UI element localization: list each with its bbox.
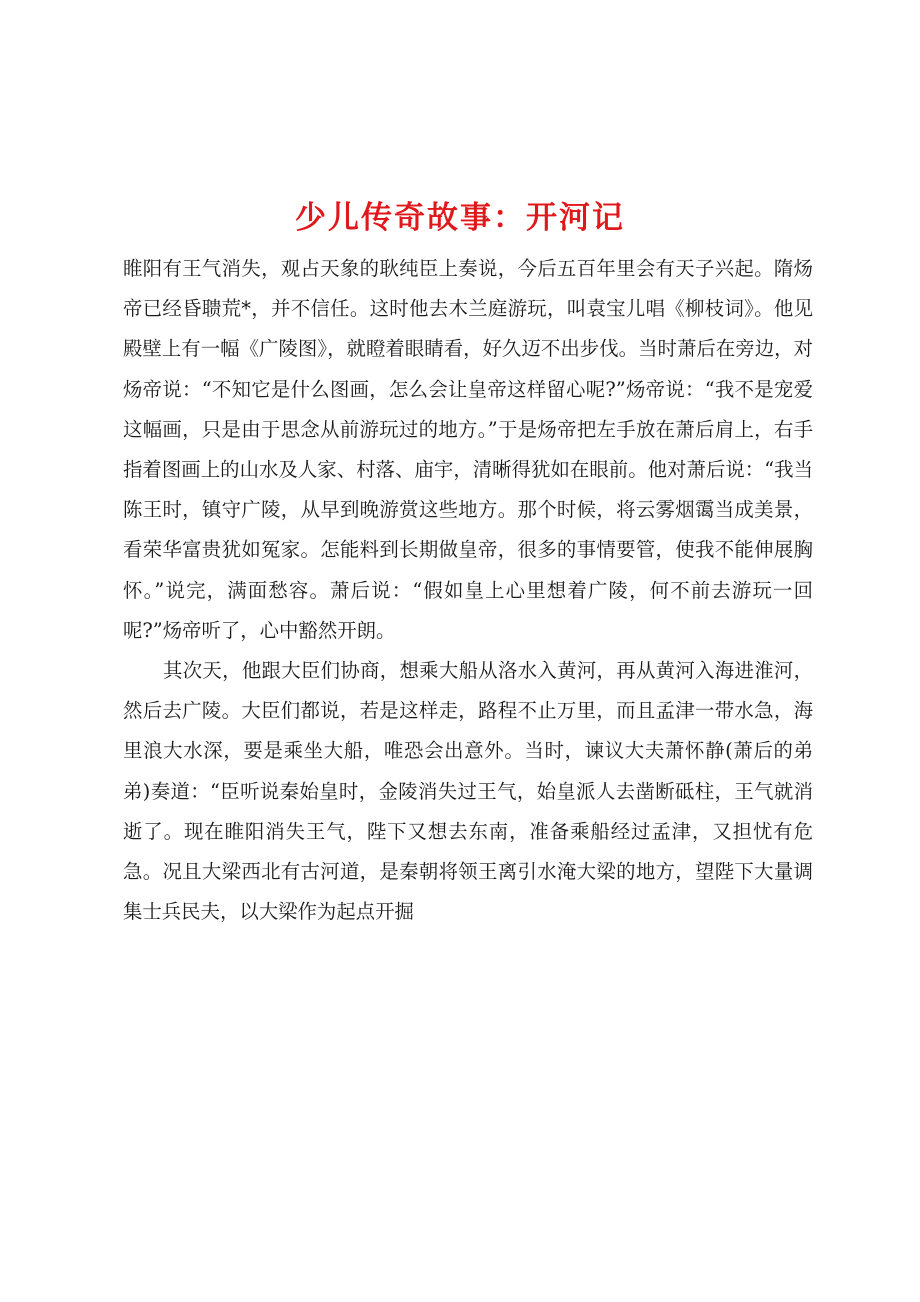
paragraph-1: 睢阳有王气消失，观占天象的耿纯臣上奏说，今后五百年里会有天子兴起。隋炀帝已经昏聩荒*，并不信任。这时他去木兰庭游玩，叫袁宝儿唱《柳枝词》。他见殿壁上有一幅《广陵图》，就瞪着眼睛看，好久迈不出步伐。当时萧后在旁边，对炀帝说：“不知它是什么图画，怎么会让皇帝这样留心呢?”炀帝说：“我不是宠爱这幅画，只是由于思念从前游玩过的地方。”于是炀帝把左手放在萧后肩上，右手指着图画上的山水及人家、村落、庙宇，清晰得犹如在眼前。他对萧后说：“我当陈王时，镇守广陵，从早到晚游赏这些地方。那个时候，将云雾烟霭当成美景，看荣华富贵犹如冤家。怎能料到长期做皇帝，很多的事情要管，使我不能伸展胸怀。”说完，满面愁容。萧后说：“假如皇上心里想着广陵，何不前去游玩一回呢?”炀帝听了，心中豁然开朗。	[123, 257, 813, 642]
document-title: 少儿传奇故事：开河记	[295, 200, 625, 236]
document-body	[123, 249, 813, 932]
paragraph-2: 其次天，他跟大臣们协商，想乘大船从洛水入黄河，再从黄河入海进淮河，然后去广陵。大臣们都说，若是这样走，路程不止万里，而且孟津一带水急，海里浪大水深，要是乘坐大船，唯恐会出意外。当时，谏议大夫萧怀静(萧后的弟弟)奏道：“臣听说秦始皇时，金陵消失过王气，始皇派人去凿断砥柱，王气就消逝了。现在睢阳消失王气，陛下又想去东南，准备乘船经过孟津，又担忧有危急。况且大梁西北有古河道，是秦朝将领王离引水淹大梁的地方，望陛下大量调集士兵民夫，以大梁作为起点开掘	[123, 659, 813, 924]
